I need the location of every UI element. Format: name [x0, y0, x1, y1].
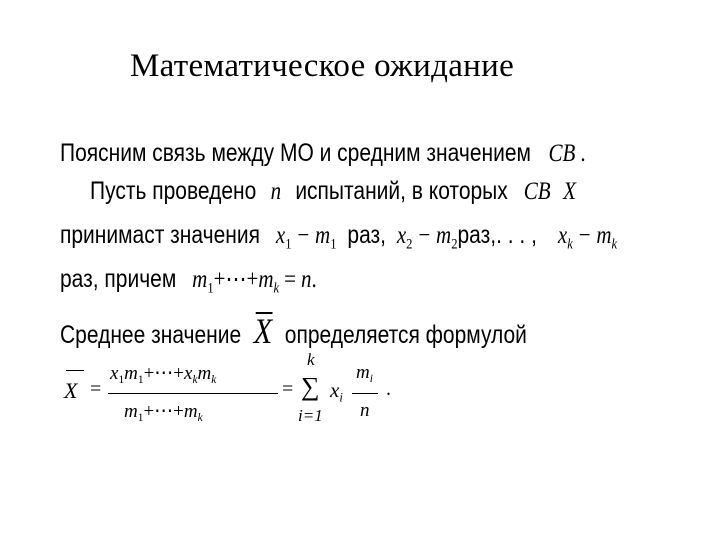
- line2-x: X: [563, 178, 576, 205]
- line3-m1: $m_1$: [315, 222, 337, 253]
- line1-end: .: [580, 140, 586, 167]
- text-line-2: [90, 176, 636, 207]
- formula-eq2: =: [282, 378, 294, 400]
- formula-end: .: [386, 378, 391, 400]
- line3-x2: $x_2$: [396, 222, 413, 253]
- mean-formula: [60, 350, 480, 446]
- line3-mk: $m_k$: [596, 222, 618, 253]
- text-line-4: [60, 264, 606, 295]
- line4-formula: $m_1+\cdots+m_k = n$.: [192, 266, 317, 297]
- line5-suffix: определяется формулой: [284, 321, 527, 349]
- line3-raz2: раз,. . . ,: [457, 221, 537, 249]
- slide-title: Математическое ожидание: [130, 48, 515, 84]
- formula-denominator: $m_1+\cdots+m_k$: [124, 401, 203, 424]
- frac-num: $m_i$: [356, 362, 373, 385]
- sum-top: k: [307, 350, 315, 369]
- line2-cb: СВ: [523, 178, 551, 205]
- formula-fraction-line: [108, 393, 278, 394]
- line3-raz1: раз,: [347, 221, 386, 249]
- frac-den: n: [360, 400, 370, 421]
- formula-eq1: =: [90, 378, 102, 400]
- formula-lhs: X: [64, 378, 78, 403]
- line2-prefix: Пусть проведено: [90, 177, 257, 205]
- line3-minusk: −: [578, 222, 591, 249]
- formula-numerator: $x_1m_1+\cdots+x_km_k$: [110, 363, 217, 386]
- text-line-5: [60, 311, 606, 351]
- line1-var: СВ: [548, 140, 576, 167]
- line1-text: Поясним связь между МО и средним значением: [60, 139, 531, 167]
- text-line-1: [60, 138, 606, 169]
- sum-sign: ∑: [301, 372, 320, 401]
- sum-x: $x_i$: [330, 378, 343, 405]
- line5-xbar: X: [253, 311, 273, 351]
- line3-x1: $x_1$: [275, 222, 292, 253]
- line3-prefix: принимаст значения: [60, 221, 260, 249]
- line3-minus2: −: [418, 222, 431, 249]
- sum-bottom: i=1: [298, 406, 323, 425]
- line3-minus1: −: [297, 222, 310, 249]
- text-line-3: [60, 220, 618, 253]
- line3-xk: $x_k$: [557, 222, 573, 253]
- line2-mid: испытаний, в которых: [295, 177, 508, 205]
- line3-m2: $m_2$: [436, 222, 458, 253]
- formula-lhs-bar: [66, 370, 84, 371]
- frac-line-2: [352, 393, 378, 394]
- line5-prefix: Среднее значение: [60, 321, 242, 349]
- line4-prefix: раз, причем: [60, 265, 177, 293]
- line2-n: n: [270, 178, 282, 205]
